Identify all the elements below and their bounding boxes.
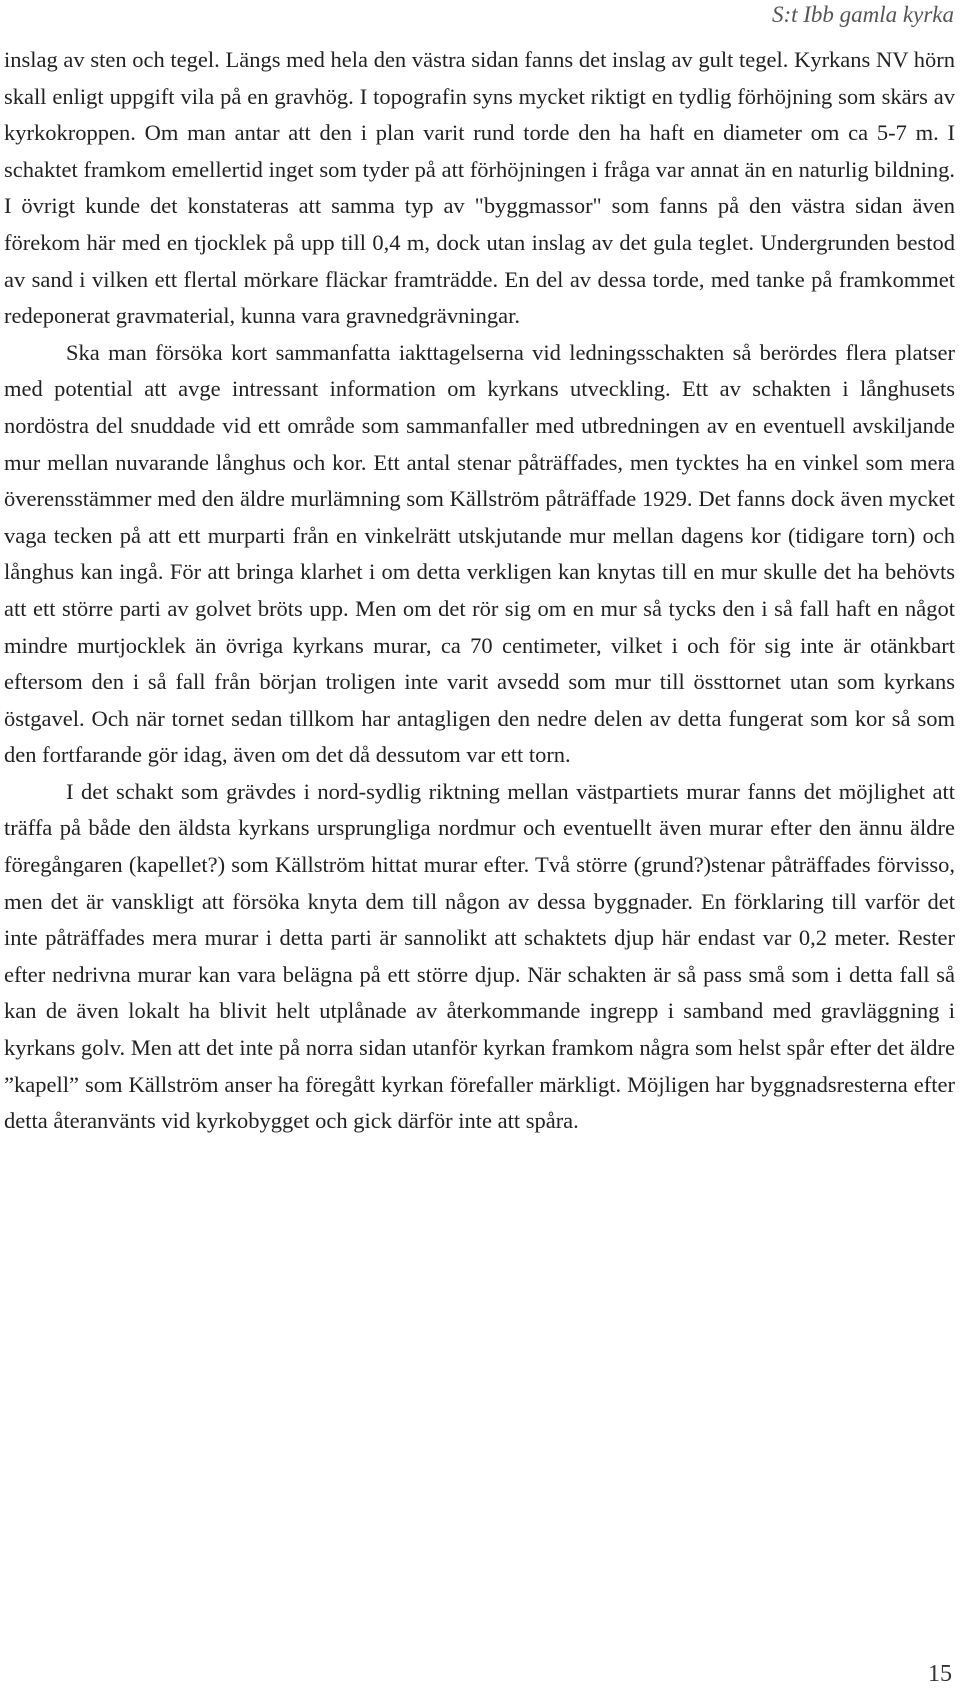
paragraph-3: I det schakt som grävdes i nord-sydlig riktning mellan västpartiets murar fanns det möjlighet att träffa på både den äldsta kyrkans ursprungliga nordmur och eventuellt även murar efter den ännu äldre föregångaren (kapellet?) som Källström hittat murar efter. Två större (grund?)stenar påträffades förvisso, men det är vanskligt att försöka knyta dem till någon av dessa byggnader. En förklaring till varför det inte påträffades mera murar i detta parti är sannolikt att schaktets djup här endast var 0,2 meter. Rester efter nedrivna murar kan vara belägna på ett större djup. När schakten är så pass små som i detta fall så kan de även lokalt ha blivit helt utplånade av återkommande ingrepp i samband med gravläggning i kyrkans golv. Men att det inte på norra sidan utanför kyrkan framkom några som helst spår efter det äldre ”kapell” som Källström anser ha föregått kyrkan förefaller märkligt. Möjligen har byggnadsresterna efter detta återanvänts vid kyrkobygget och gick därför inte att spåra. [4,778,955,1134]
page-number: 15 [928,1661,952,1687]
paragraph-2: Ska man försöka kort sammanfatta iakttagelserna vid ledningsschakten så berördes flera platser med potential att avge intressant information om kyrkans utveckling. Ett av schakten i långhusets nordöstra del snuddade vid ett område som sammanfaller med utbredningen av en eventuell avskiljande mur mellan nuvarande långhus och kor. Ett antal stenar påträffades, men tycktes ha en vinkel som mera överensstämmer med den äldre murlämning som Källström påträffade 1929. Det fanns dock även mycket vaga tecken på att ett murparti från en vinkelrätt utskjutande mur mellan dagens kor (tidigare torn) och långhus kan ingå. För att bringa klarhet i om detta verkligen kan knytas till en mur skulle det ha behövts att ett större parti av golvet bröts upp. Men om det rör sig om en mur så tycks den i så fall haft en något mindre murtjocklek än övriga kyrkans murar, ca 70 centimeter, vilket i och för sig inte är otänkbart eftersom den i så fall från början troligen inte varit avsedd som mur till össttornet utan som kyrkans östgavel. Och när tornet sedan tillkom har antagligen den nedre delen av detta fungerat som kor så som den fortfarande gör idag, även om det då dessutom var ett torn. [4,339,955,768]
paragraph-1: inslag av sten och tegel. Längs med hela den västra sidan fanns det inslag av gult tegel. Kyrkans NV hörn skall enligt uppgift vila på en gravhög. I topografin syns mycket riktigt en tydlig förhöjning som skärs av kyrkokroppen. Om man antar att den i plan varit rund torde den ha haft en diameter om ca 5-7 m. I schaktet framkom emellertid inget som tyder på att förhöjningen i fråga var annat än en naturlig bildning. I övrigt kunde det konstateras att samma typ av "byggmassor" som fanns på den västra sidan även förekom här med en tjocklek på upp till 0,4 m, dock utan inslag av det gula teglet. Undergrunden bestod av sand i vilken ett flertal mörkare fläckar framträdde. En del av dessa torde, med tanke på framkommet redeponerat gravmaterial, kunna vara gravnedgrävningar. [4,47,955,329]
running-header: S:t Ibb gamla kyrka [771,2,954,27]
body-text [4,42,955,1140]
